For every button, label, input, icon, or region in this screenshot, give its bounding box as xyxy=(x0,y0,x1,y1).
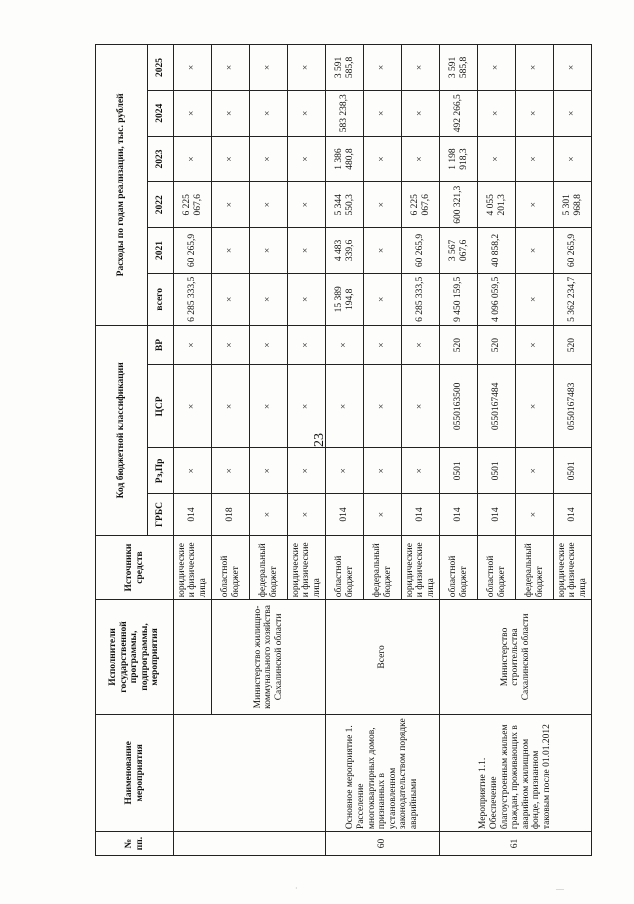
y2022-cell: × xyxy=(516,182,554,228)
y2025-cell: × xyxy=(402,45,440,91)
expenses-table xyxy=(95,44,592,856)
header-budget-code: Код бюджетной классификации xyxy=(96,325,148,535)
rzpr-cell: × xyxy=(326,448,364,494)
rzpr-cell: × xyxy=(516,448,554,494)
vr-cell: × xyxy=(364,325,402,365)
y2025-cell: × xyxy=(554,45,592,91)
total-cell: 5 362 234,7 xyxy=(554,273,592,325)
source-cell: областной бюджет xyxy=(212,535,250,599)
source-cell: федеральный бюджет xyxy=(250,535,288,599)
executor-cell xyxy=(174,600,212,714)
header-executor: Исполнители государственной программы, подпрограммы, мероприятия xyxy=(96,600,174,714)
num-cell: 61 xyxy=(440,832,592,856)
header-grbs: ГРБС xyxy=(148,494,174,536)
y2023-cell: × xyxy=(478,136,516,182)
y2022-cell: × xyxy=(288,182,326,228)
y2025-cell: 3 591 585,8 xyxy=(326,45,364,91)
name-cell: Основное мероприятие 1. Расселение многоквартирных домов, признанных в установленном законодательством порядке аварийными xyxy=(326,714,440,831)
y2021-cell: 60 265,9 xyxy=(554,228,592,274)
y2025-cell: × xyxy=(288,45,326,91)
table-row xyxy=(440,45,478,856)
y2024-cell: × xyxy=(478,90,516,136)
header-csr: ЦСР xyxy=(148,365,174,448)
y2024-cell: × xyxy=(250,90,288,136)
vr-cell: × xyxy=(174,325,212,365)
table-row xyxy=(326,45,364,856)
total-cell: 6 285 333,5 xyxy=(402,273,440,325)
rzpr-cell: × xyxy=(364,448,402,494)
rzpr-cell: × xyxy=(402,448,440,494)
y2025-cell: × xyxy=(364,45,402,91)
rzpr-cell: × xyxy=(212,448,250,494)
total-cell: 15 389 194,8 xyxy=(326,273,364,325)
num-cell: 60 xyxy=(326,832,440,856)
total-cell: × xyxy=(250,273,288,325)
vr-cell: 520 xyxy=(478,325,516,365)
y2023-cell: × xyxy=(364,136,402,182)
y2022-cell: × xyxy=(212,182,250,228)
grbs-cell: 018 xyxy=(212,494,250,536)
y2022-cell: × xyxy=(250,182,288,228)
y2021-cell: 4 483 339,6 xyxy=(326,228,364,274)
y2022-cell: 6 225 067,6 xyxy=(402,182,440,228)
rzpr-cell: 0501 xyxy=(478,448,516,494)
y2024-cell: × xyxy=(288,90,326,136)
vr-cell: × xyxy=(212,325,250,365)
csr-cell: × xyxy=(402,365,440,448)
y2021-cell: × xyxy=(516,228,554,274)
vr-cell: × xyxy=(250,325,288,365)
y2021-cell: 60 265,9 xyxy=(174,228,212,274)
y2024-cell: × xyxy=(402,90,440,136)
grbs-cell: 014 xyxy=(326,494,364,536)
table-body xyxy=(174,45,592,856)
y2024-cell: 583 238,3 xyxy=(326,90,364,136)
source-cell: областной бюджет xyxy=(440,535,478,599)
y2021-cell: 3 567 067,6 xyxy=(440,228,478,274)
y2025-cell: × xyxy=(174,45,212,91)
y2021-cell: × xyxy=(212,228,250,274)
header-2021: 2021 xyxy=(148,228,174,274)
name-cell xyxy=(174,714,326,831)
csr-cell: × xyxy=(212,365,250,448)
y2023-cell: × xyxy=(516,136,554,182)
y2024-cell: × xyxy=(174,90,212,136)
csr-cell: × xyxy=(288,365,326,448)
y2025-cell: × xyxy=(212,45,250,91)
y2023-cell: × xyxy=(554,136,592,182)
y2022-cell: 600 321,3 xyxy=(440,182,478,228)
y2023-cell: 1 386 480,8 xyxy=(326,136,364,182)
y2021-cell: 60 265,9 xyxy=(402,228,440,274)
csr-cell: × xyxy=(250,365,288,448)
y2024-cell: × xyxy=(212,90,250,136)
y2024-cell: × xyxy=(364,90,402,136)
y2022-cell: 4 055 201,3 xyxy=(478,182,516,228)
y2023-cell: × xyxy=(212,136,250,182)
csr-cell: × xyxy=(174,365,212,448)
source-cell: юридические и физические лица xyxy=(554,535,592,599)
rzpr-cell: 0501 xyxy=(554,448,592,494)
executor-cell: Министерство строительства Сахалинской области xyxy=(440,600,592,714)
grbs-cell: 014 xyxy=(174,494,212,536)
rzpr-cell: × xyxy=(288,448,326,494)
grbs-cell: 014 xyxy=(554,494,592,536)
grbs-cell: 014 xyxy=(402,494,440,536)
vr-cell: × xyxy=(402,325,440,365)
y2023-cell: × xyxy=(250,136,288,182)
y2025-cell: × xyxy=(250,45,288,91)
y2023-cell: × xyxy=(288,136,326,182)
executor-cell: Министерство жилищно-коммунального хозяйства Сахалинской области xyxy=(212,600,326,714)
y2021-cell: 40 858,2 xyxy=(478,228,516,274)
csr-cell: × xyxy=(326,365,364,448)
rzpr-cell: × xyxy=(250,448,288,494)
vr-cell: 520 xyxy=(440,325,478,365)
header-total: всего xyxy=(148,273,174,325)
y2021-cell: × xyxy=(250,228,288,274)
page-number: 23 xyxy=(312,433,327,447)
y2022-cell: 6 225 067,6 xyxy=(174,182,212,228)
header-2025: 2025 xyxy=(148,45,174,91)
vr-cell: 520 xyxy=(554,325,592,365)
name-cell: Мероприятие 1.1. Обеспечение благоустроенным жильем граждан, проживающих в аварийном жилищном фонде, признанном таковым после 01.01.2012 xyxy=(440,714,592,831)
y2021-cell: × xyxy=(364,228,402,274)
csr-cell: × xyxy=(516,365,554,448)
header-expenses: Расходы по годам реализации, тыс. рублей xyxy=(96,45,148,326)
source-cell: областной бюджет xyxy=(478,535,516,599)
csr-cell: × xyxy=(364,365,402,448)
header-source: Источники средств xyxy=(96,535,174,599)
grbs-cell: 014 xyxy=(478,494,516,536)
table-row xyxy=(174,45,212,856)
executor-cell: Всего xyxy=(326,600,440,714)
total-cell: 4 096 059,5 xyxy=(478,273,516,325)
csr-cell: 0550167483 xyxy=(554,365,592,448)
scan-mark: · xyxy=(295,884,298,893)
y2024-cell: 492 266,5 xyxy=(440,90,478,136)
y2023-cell: 1 198 918,3 xyxy=(440,136,478,182)
total-cell: 6 285 333,5 xyxy=(174,273,212,325)
total-cell: × xyxy=(364,273,402,325)
source-cell: юридические и физические лица xyxy=(402,535,440,599)
source-cell: областной бюджет xyxy=(326,535,364,599)
grbs-cell: × xyxy=(516,494,554,536)
y2025-cell: × xyxy=(478,45,516,91)
total-cell: × xyxy=(212,273,250,325)
csr-cell: 0550163500 xyxy=(440,365,478,448)
y2023-cell: × xyxy=(402,136,440,182)
header-name: Наименование мероприятия xyxy=(96,714,174,831)
y2024-cell: × xyxy=(554,90,592,136)
y2025-cell: 3 591 585,8 xyxy=(440,45,478,91)
num-cell xyxy=(174,832,326,856)
grbs-cell: × xyxy=(288,494,326,536)
vr-cell: × xyxy=(516,325,554,365)
total-cell: × xyxy=(516,273,554,325)
total-cell: × xyxy=(288,273,326,325)
rzpr-cell: 0501 xyxy=(440,448,478,494)
y2022-cell: 5 301 968,8 xyxy=(554,182,592,228)
rotated-table-wrapper xyxy=(95,44,592,856)
header-rzpr: Рз,Пр xyxy=(148,448,174,494)
csr-cell: 0550167484 xyxy=(478,365,516,448)
y2023-cell: × xyxy=(174,136,212,182)
source-cell: федеральный бюджет xyxy=(364,535,402,599)
header-num: № пп. xyxy=(96,832,174,856)
scan-mark: — xyxy=(556,884,564,893)
header-vr: ВР xyxy=(148,325,174,365)
vr-cell: × xyxy=(326,325,364,365)
grbs-cell: × xyxy=(250,494,288,536)
y2021-cell: × xyxy=(288,228,326,274)
header-2024: 2024 xyxy=(148,90,174,136)
source-cell: федеральный бюджет xyxy=(516,535,554,599)
source-cell: юридические и физические лица xyxy=(288,535,326,599)
y2024-cell: × xyxy=(516,90,554,136)
rzpr-cell: × xyxy=(174,448,212,494)
grbs-cell: × xyxy=(364,494,402,536)
grbs-cell: 014 xyxy=(440,494,478,536)
source-cell: юридические и физические лица xyxy=(174,535,212,599)
total-cell: 9 450 159,5 xyxy=(440,273,478,325)
y2022-cell: × xyxy=(364,182,402,228)
y2025-cell: × xyxy=(516,45,554,91)
y2022-cell: 5 344 550,3 xyxy=(326,182,364,228)
header-2022: 2022 xyxy=(148,182,174,228)
vr-cell: × xyxy=(288,325,326,365)
header-2023: 2023 xyxy=(148,136,174,182)
